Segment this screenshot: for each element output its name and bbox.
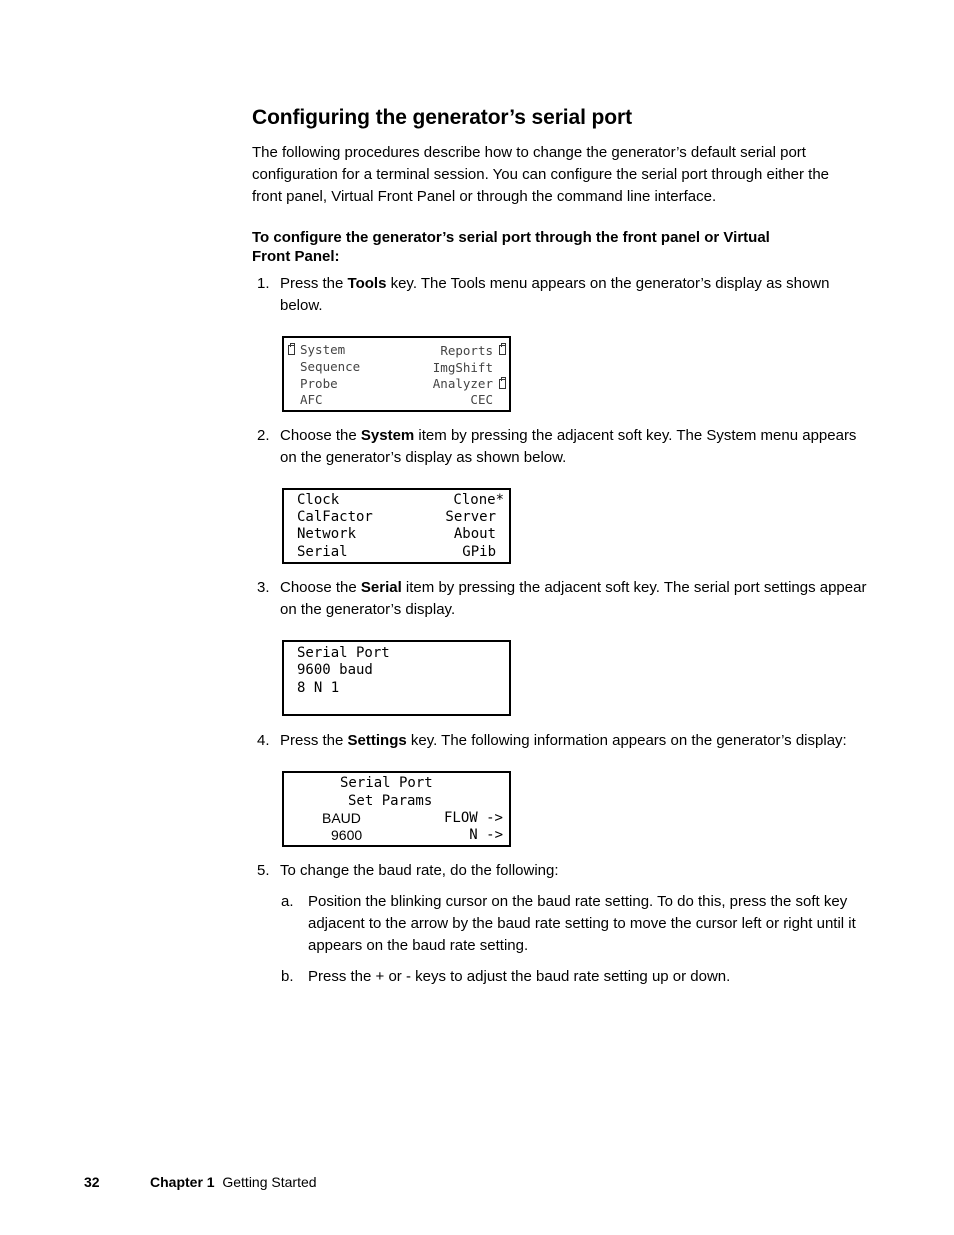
substep-b <box>281 966 869 988</box>
system-menu-display <box>282 488 511 564</box>
key-name: Tools <box>347 275 387 292</box>
display-line: Reports <box>440 343 493 358</box>
display-line: GPib <box>462 544 496 560</box>
display-line: AFC <box>300 392 323 407</box>
display-line: ImgShift <box>432 360 493 375</box>
step-number: 3. <box>257 579 270 596</box>
step-text: Choose the Serial item by pressing the adjacent soft key. The serial port settings appear on the generator’s display. <box>280 579 867 618</box>
display-line: Serial <box>297 544 348 560</box>
step-text: To change the baud rate, do the following: <box>280 862 559 879</box>
display-line: System <box>300 342 346 357</box>
step-number: 4. <box>257 732 270 749</box>
display-line: 9600 <box>331 827 363 843</box>
display-line: FLOW -> <box>443 810 503 826</box>
substep-a <box>281 891 869 957</box>
softkey-icon <box>499 345 506 355</box>
step-text: Press the Tools key. The Tools menu appears on the generator’s display as shown below. <box>280 275 830 314</box>
procedure-heading <box>252 228 862 266</box>
procedure-heading-line1: To configure the generator’s serial port through the front panel or Virtual <box>252 229 770 246</box>
display-line: CEC <box>470 392 493 407</box>
running-footer <box>150 1174 317 1190</box>
substep-text: Press the + or - keys to adjust the baud rate setting up or down. <box>308 968 731 985</box>
key-name: System <box>360 427 415 444</box>
step-2 <box>257 425 872 469</box>
step-text: Press the Settings key. The following information appears on the generator’s display: <box>280 732 847 749</box>
display-line: CalFactor <box>297 509 373 525</box>
step-number: 2. <box>257 427 270 444</box>
key-name: Serial <box>360 579 402 596</box>
serial-settings-display <box>282 771 511 847</box>
display-line: Probe <box>300 376 338 391</box>
step-5 <box>257 860 867 882</box>
intro-paragraph: The following procedures describe how to change the generator’s default serial port configuration for a terminal session. You can configure the serial port through either the front panel, Virtual Front Panel or through the command line interface. <box>252 144 830 205</box>
step-3 <box>257 577 867 621</box>
substep-letter: b. <box>281 968 294 985</box>
display-line: Serial Port <box>340 775 433 791</box>
step-4 <box>257 730 872 752</box>
display-line: Server <box>445 509 496 525</box>
display-line: Clock <box>297 492 340 508</box>
page-title: Configuring the generator’s serial port <box>252 106 632 129</box>
display-line: Network <box>297 526 357 542</box>
chapter-title: Getting Started <box>222 1174 317 1190</box>
display-line: 9600 baud <box>297 662 373 678</box>
procedure-heading-line2: Front Panel: <box>252 248 340 265</box>
display-line: N -> <box>469 827 503 843</box>
step-text: Choose the System item by pressing the adjacent soft key. The System menu appears on the generator’s display as shown below. <box>280 427 857 466</box>
display-line: Serial Port <box>297 645 390 661</box>
tools-menu-display <box>282 336 511 412</box>
display-line: BAUD <box>322 810 361 826</box>
display-line: Analyzer <box>432 376 493 391</box>
page-number: 32 <box>84 1174 100 1190</box>
softkey-icon <box>288 345 295 355</box>
softkey-icon <box>499 379 506 389</box>
display-line: Sequence <box>300 359 361 374</box>
display-line: 8 N 1 <box>297 680 340 696</box>
display-line: About <box>453 526 496 542</box>
display-line: Clone* <box>453 492 504 508</box>
substep-text: Position the blinking cursor on the baud rate setting. To do this, press the soft key adjacent to the arrow by the baud rate setting to move the cursor left or right until it appears on the baud rate setting. <box>308 893 856 954</box>
display-line: Set Params <box>348 793 433 809</box>
serial-port-display <box>282 640 511 716</box>
step-number: 5. <box>257 862 270 879</box>
step-number: 1. <box>257 275 270 292</box>
chapter-label: Chapter 1 <box>150 1174 215 1190</box>
key-name: Settings <box>347 732 407 749</box>
step-1 <box>257 273 867 317</box>
substep-letter: a. <box>281 893 294 910</box>
